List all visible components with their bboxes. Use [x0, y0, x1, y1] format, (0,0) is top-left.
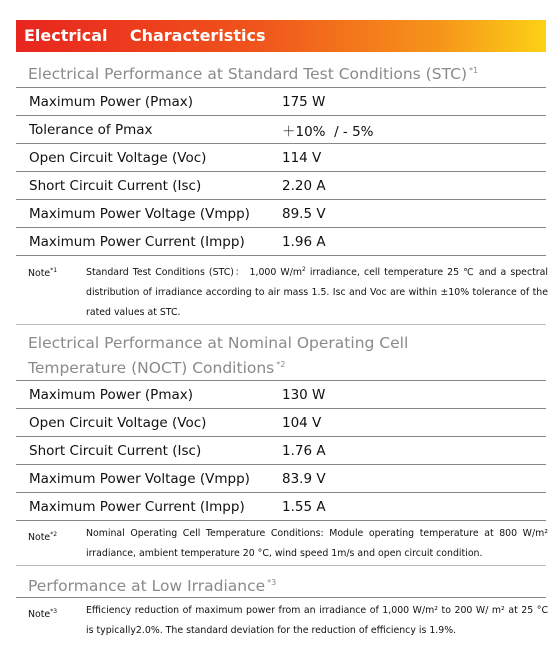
note-label — [28, 261, 57, 284]
row-value: ＋10% / - 5% — [282, 123, 374, 140]
note-superscript: 2 — [301, 266, 306, 273]
noct-table — [16, 381, 546, 521]
note-label-footnote: *3 — [50, 608, 58, 615]
stc-title-footnote: *1 — [469, 66, 479, 75]
row-label: Short Circuit Current (Isc) — [29, 442, 202, 459]
noct-title-footnote: *2 — [276, 360, 286, 369]
row-label: Maximum Power Voltage (Vmpp) — [29, 205, 250, 222]
row-value: 83.9 V — [282, 470, 326, 487]
low-irradiance-section-title — [28, 572, 276, 597]
table-row — [16, 381, 546, 409]
section-divider — [16, 324, 546, 325]
table-row — [16, 116, 546, 144]
note-label-footnote: *2 — [50, 531, 58, 538]
note-label-text: Note — [28, 532, 51, 543]
row-label: Maximum Power Current (Impp) — [29, 233, 245, 250]
note-label — [28, 525, 57, 548]
row-value: 1.55 A — [282, 498, 326, 515]
row-value: 1.76 A — [282, 442, 326, 459]
note-text-part-2: irradiance, cell temperature 25 ℃ and a spectral distribution of irradiance according to air mass 1.5. Isc and Voc are within ±10% tolerance of the rated values at STC. — [86, 267, 548, 318]
table-row — [16, 88, 546, 116]
note-label-text: Note — [28, 268, 51, 279]
table-row — [16, 493, 546, 521]
table-row — [16, 228, 546, 256]
note-text: Nominal Operating Cell Temperature Conditions: Module operating temperature at 800 W/m² irradiance, ambient temperature 20 °C, wind speed 1m/s and open circuit condition. — [86, 528, 548, 559]
stc-table — [16, 88, 546, 256]
row-value: 1.96 A — [282, 233, 326, 250]
table-row — [16, 437, 546, 465]
low-irradiance-note — [28, 601, 548, 641]
table-row — [16, 144, 546, 172]
stc-section-title — [28, 60, 478, 85]
row-label: Open Circuit Voltage (Voc) — [29, 149, 207, 166]
row-value: 130 W — [282, 386, 326, 403]
row-label: Maximum Power (Pmax) — [29, 93, 194, 110]
row-label: Short Circuit Current (Isc) — [29, 177, 202, 194]
low-title-footnote: *3 — [267, 578, 277, 587]
row-value: 2.20 A — [282, 177, 326, 194]
row-label: Maximum Power Voltage (Vmpp) — [29, 470, 250, 487]
note-label-footnote: *1 — [50, 267, 58, 274]
table-row — [16, 200, 546, 228]
note-text: Efficiency reduction of maximum power from an irradiance of 1,000 W/m² to 200 W/ m² at 25 °C is typically2.0%. The standard deviation for the reduction of efficiency is 1.9%. — [86, 605, 548, 636]
row-value: 175 W — [282, 93, 326, 110]
row-label: Maximum Power (Pmax) — [29, 386, 194, 403]
low-title-text: Performance at Low Irradiance — [28, 577, 266, 595]
note-label — [28, 602, 57, 625]
stc-title-text: Electrical Performance at Standard Test Conditions (STC) — [28, 65, 467, 83]
row-label: Open Circuit Voltage (Voc) — [29, 414, 207, 431]
row-label: Tolerance of Pmax — [29, 121, 153, 138]
section-divider — [16, 565, 546, 566]
note-label-text: Note — [28, 609, 51, 620]
low-section-rule — [16, 597, 546, 598]
row-value: 89.5 V — [282, 205, 326, 222]
row-value: 114 V — [282, 149, 322, 166]
note-text — [86, 260, 548, 323]
note-text-part-1: Standard Test Conditions (STC)： 1,000 W/m — [86, 267, 302, 278]
table-row — [16, 465, 546, 493]
noct-title-text: Electrical Performance at Nominal Operating Cell Temperature (NOCT) Conditions — [28, 334, 409, 377]
stc-note — [28, 260, 548, 323]
section-banner: Electrical Characteristics — [16, 20, 546, 52]
noct-note — [28, 524, 548, 564]
table-row — [16, 172, 546, 200]
table-row — [16, 409, 546, 437]
noct-section-title — [28, 332, 538, 379]
row-value: 104 V — [282, 414, 322, 431]
row-label: Maximum Power Current (Impp) — [29, 498, 245, 515]
